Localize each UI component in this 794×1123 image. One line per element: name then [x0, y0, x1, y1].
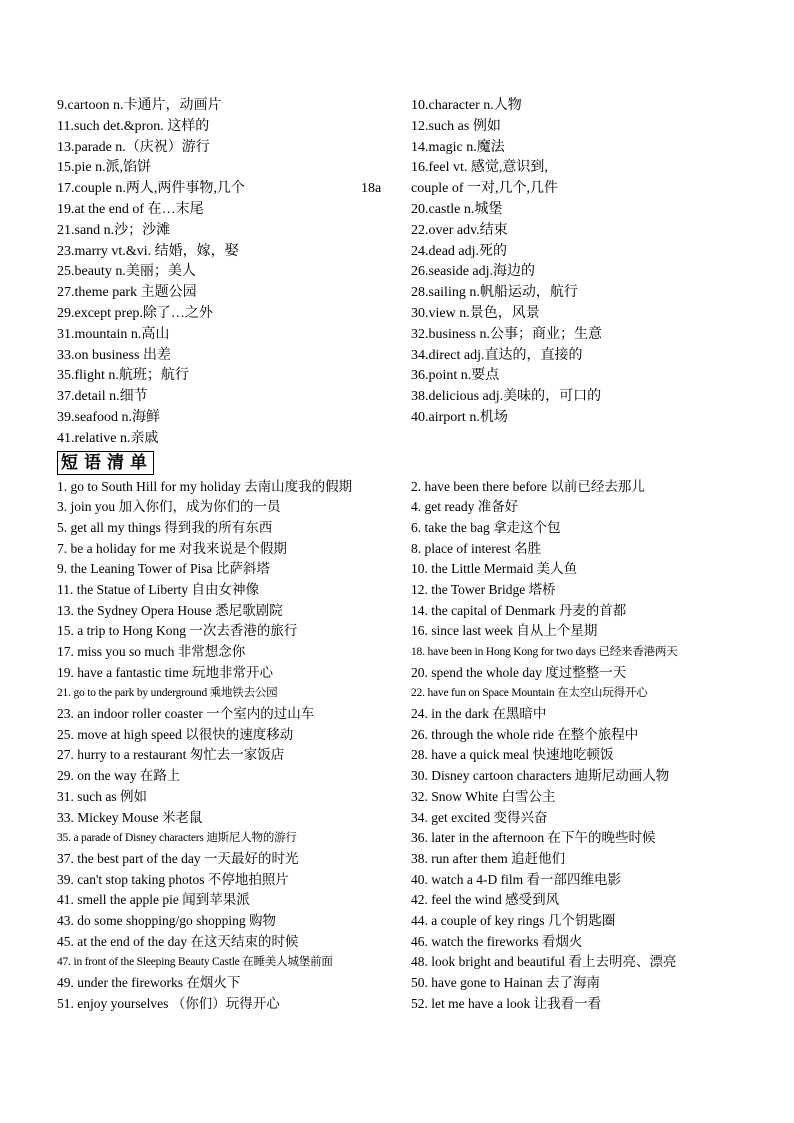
phrase-row — [57, 580, 747, 601]
vocab-item-left: 29.except prep.除了…之外 — [57, 305, 213, 321]
phrase-row — [57, 559, 747, 580]
vocabulary-list — [57, 96, 747, 450]
vocab-row — [57, 346, 747, 367]
vocab-item-left: 37.detail n.细节 — [57, 389, 148, 405]
vocab-item-right: 26.seaside adj.海边的 — [411, 264, 536, 280]
phrase-item-left: 23. an indoor roller coaster 一个室内的过山车 — [57, 706, 315, 722]
phrase-item-right: 2. have been there before 以前已经去那儿 — [411, 478, 645, 494]
phrase-row — [57, 849, 747, 870]
phrase-row — [57, 994, 747, 1015]
phrase-item-right: 8. place of interest 名胜 — [411, 540, 542, 556]
phrase-row — [57, 601, 747, 622]
phrase-item-right: 48. look bright and beautiful 看上去明亮、漂亮 — [411, 954, 677, 970]
vocab-row — [57, 429, 747, 450]
vocab-item-left: 23.marry vt.&vi. 结婚，嫁，娶 — [57, 243, 239, 259]
phrase-row — [57, 477, 747, 498]
phrase-row — [57, 539, 747, 560]
vocab-item-left: 31.mountain n.高山 — [57, 326, 170, 342]
phrase-item-right: 36. later in the afternoon 在下午的晚些时候 — [411, 830, 656, 846]
section-header-wrap — [57, 450, 747, 477]
vocab-item-left: 17.couple n.两人,两件事物,几个 — [57, 181, 245, 197]
vocab-row — [57, 408, 747, 429]
phrase-item-left: 41. smell the apple pie 闻到苹果派 — [57, 892, 250, 908]
vocab-item-right: 14.magic n.魔法 — [411, 139, 505, 155]
phrase-item-left: 7. be a holiday for me 对我来说是个假期 — [57, 540, 287, 556]
phrase-row — [57, 518, 747, 539]
vocab-item-right: 20.castle n.城堡 — [411, 201, 503, 217]
vocab-item-left: 35.flight n.航班；航行 — [57, 368, 189, 384]
phrase-row — [57, 745, 747, 766]
vocab-row — [57, 387, 747, 408]
vocab-row — [57, 325, 747, 346]
phrase-list-header: 短语清单 — [57, 451, 154, 475]
vocab-item-left: 19.at the end of 在…末尾 — [57, 201, 204, 217]
vocab-row — [57, 283, 747, 304]
phrase-item-left: 43. do some shopping/go shopping 购物 — [57, 912, 277, 928]
phrase-item-right: 16. since last week 自从上个星期 — [411, 623, 598, 639]
phrase-item-left: 27. hurry to a restaurant 匆忙去一家饭店 — [57, 747, 285, 763]
vocab-item-right: 30.view n.景色，风景 — [411, 305, 540, 321]
phrase-item-left: 31. such as 例如 — [57, 788, 147, 804]
phrase-item-right: 26. through the whole ride 在整个旅程中 — [411, 726, 639, 742]
phrase-item-right: 24. in the dark 在黑暗中 — [411, 706, 547, 722]
phrase-item-right: 40. watch a 4-D film 看一部四维电影 — [411, 871, 621, 887]
phrase-item-right: 28. have a quick meal 快速地吃顿饭 — [411, 747, 614, 763]
vocab-item-left: 25.beauty n.美丽；美人 — [57, 264, 196, 280]
phrase-item-right: 6. take the bag 拿走这个包 — [411, 519, 561, 535]
phrase-row — [57, 704, 747, 725]
phrase-item-right: 10. the Little Mermaid 美人鱼 — [411, 561, 578, 577]
phrase-item-left: 5. get all my things 得到我的所有东西 — [57, 519, 273, 535]
phrase-item-left: 47. in front of the Sleeping Beauty Castle 在睡美人城堡前面 — [57, 956, 333, 969]
vocab-item-right: 38.delicious adj.美味的，可口的 — [411, 389, 602, 405]
vocab-item-right: 16.feel vt. 感觉,意识到, — [411, 160, 548, 176]
vocab-item-right: 10.character n.人物 — [411, 98, 522, 113]
phrase-row — [57, 725, 747, 746]
phrase-item-left: 9. the Leaning Tower of Pisa 比萨斜塔 — [57, 561, 270, 577]
phrase-item-right: 14. the capital of Denmark 丹麦的首都 — [411, 602, 627, 618]
vocab-item-right: 36.point n.要点 — [411, 368, 500, 384]
vocab-row — [57, 158, 747, 179]
phrase-row — [57, 642, 747, 663]
phrase-list — [57, 477, 747, 1015]
phrase-row — [57, 973, 747, 994]
phrase-item-right: 20. spend the whole day 度过整整一天 — [411, 664, 627, 680]
phrase-row — [57, 870, 747, 891]
phrase-item-right: 30. Disney cartoon characters 迪斯尼动画人物 — [411, 768, 670, 784]
vocab-item-left: 21.sand n.沙；沙滩 — [57, 222, 171, 238]
vocab-row — [57, 242, 747, 263]
phrase-item-left: 11. the Statue of Liberty 自由女神像 — [57, 581, 259, 597]
vocab-item-left: 11.such det.&pron. 这样的 — [57, 118, 210, 134]
vocab-item-right: 22.over adv.结束 — [411, 222, 508, 238]
vocab-item-right: 12.such as 例如 — [411, 118, 501, 134]
vocab-row — [57, 179, 747, 200]
phrase-item-left: 15. a trip to Hong Kong 一次去香港的旅行 — [57, 623, 298, 639]
phrase-row — [57, 890, 747, 911]
phrase-item-left: 35. a parade of Disney characters 迪斯尼人物的游行 — [57, 832, 297, 845]
phrase-row — [57, 663, 747, 684]
phrase-item-right: 34. get excited 变得兴奋 — [411, 809, 548, 825]
phrase-item-left: 19. have a fantastic time 玩地非常开心 — [57, 664, 273, 680]
phrase-item-right: 18. have been in Hong Kong for two days 已经来香港两天 — [411, 646, 678, 659]
phrase-item-right: 42. feel the wind 感受到风 — [411, 892, 560, 908]
phrase-row — [57, 683, 747, 704]
phrase-item-right: 12. the Tower Bridge 塔桥 — [411, 581, 556, 597]
vocab-item-left: 27.theme park 主题公园 — [57, 285, 197, 301]
phrase-item-right: 50. have gone to Hainan 去了海南 — [411, 975, 600, 991]
vocab-row — [57, 200, 747, 221]
phrase-item-right: 32. Snow White 白雪公主 — [411, 788, 556, 804]
phrase-item-left: 21. go to the park by underground 乘地铁去公园 — [57, 687, 278, 700]
vocab-row — [57, 117, 747, 138]
vocab-item-right: 34.direct adj.直达的，直接的 — [411, 347, 583, 363]
page — [57, 96, 747, 1014]
vocab-row — [57, 96, 747, 117]
phrase-item-right: 38. run after them 追赶他们 — [411, 850, 566, 866]
vocab-item-right: 24.dead adj.死的 — [411, 243, 508, 259]
vocab-item-right: 28.sailing n.帆船运动，航行 — [411, 285, 578, 301]
vocab-item-left: 13.parade n.（庆祝）游行 — [57, 139, 210, 155]
phrase-row — [57, 932, 747, 953]
phrase-item-left: 33. Mickey Mouse 米老鼠 — [57, 809, 203, 825]
phrase-item-left: 49. under the fireworks 在烟火下 — [57, 975, 241, 991]
phrase-row — [57, 766, 747, 787]
phrase-item-left: 1. go to South Hill for my holiday 去南山度我的假期 — [57, 478, 353, 494]
phrase-item-left: 25. move at high speed 以很快的速度移动 — [57, 726, 294, 742]
vocab-item-right: 40.airport n.机场 — [411, 409, 508, 425]
phrase-item-right: 4. get ready 准备好 — [411, 499, 519, 515]
phrase-row — [57, 808, 747, 829]
vocab-item-left: 39.seafood n.海鲜 — [57, 409, 161, 425]
phrase-item-left: 51. enjoy yourselves （你们）玩得开心 — [57, 995, 280, 1011]
phrase-row — [57, 621, 747, 642]
vocab-row — [57, 262, 747, 283]
vocab-item-right: 32.business n.公事；商业；生意 — [411, 326, 602, 342]
phrase-item-left: 17. miss you so much 非常想念你 — [57, 644, 246, 660]
phrase-row — [57, 952, 747, 973]
phrase-item-left: 39. can't stop taking photos 不停地拍照片 — [57, 871, 289, 887]
vocab-item-left: 9.cartoon n.卡通片，动画片 — [57, 98, 222, 113]
phrase-item-left: 45. at the end of the day 在这天结束的时候 — [57, 933, 299, 949]
phrase-item-right: 46. watch the fireworks 看烟火 — [411, 933, 583, 949]
vocab-row — [57, 138, 747, 159]
vocab-item-left: 15.pie n.派,馅饼 — [57, 160, 152, 176]
phrase-row — [57, 828, 747, 849]
vocab-item-right: couple of 一对,几个,几件 — [411, 181, 558, 197]
phrase-item-right: 52. let me have a look 让我看一看 — [411, 995, 602, 1011]
vocab-row — [57, 221, 747, 242]
phrase-item-left: 37. the best part of the day 一天最好的时光 — [57, 850, 299, 866]
vocab-item-left: 33.on business 出差 — [57, 347, 171, 363]
vocab-item-number: 18a — [361, 181, 382, 197]
vocab-row — [57, 366, 747, 387]
phrase-item-left: 3. join you 加入你们，成为你们的一员 — [57, 499, 281, 515]
phrase-item-right: 22. have fun on Space Mountain 在太空山玩得开心 — [411, 687, 648, 700]
phrase-item-right: 44. a couple of key rings 几个钥匙圈 — [411, 912, 616, 928]
phrase-row — [57, 497, 747, 518]
phrase-item-left: 29. on the way 在路上 — [57, 768, 181, 784]
phrase-row — [57, 911, 747, 932]
phrase-item-left: 13. the Sydney Opera House 悉尼歌剧院 — [57, 602, 283, 618]
vocab-item-left: 41.relative n.亲戚 — [57, 430, 159, 446]
vocab-row — [57, 304, 747, 325]
phrase-row — [57, 787, 747, 808]
